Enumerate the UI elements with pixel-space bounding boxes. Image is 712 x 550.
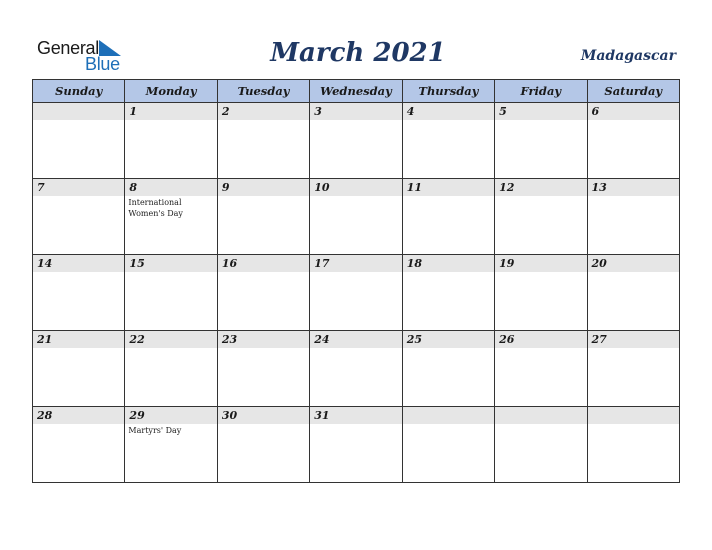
day-number: 12 xyxy=(495,179,586,196)
day-number: 8 xyxy=(125,179,216,196)
day-number: 11 xyxy=(403,179,494,196)
day-cell xyxy=(495,179,587,255)
day-cell xyxy=(310,331,402,407)
day-cell xyxy=(495,103,587,179)
day-cell xyxy=(310,255,402,331)
logo-text-blue: Blue xyxy=(85,54,120,74)
day-cell xyxy=(310,103,402,179)
week-row xyxy=(33,331,680,407)
week-row xyxy=(33,179,680,255)
day-cell xyxy=(310,407,402,483)
calendar-grid xyxy=(32,79,680,483)
day-cell xyxy=(217,331,309,407)
weekday-header-row xyxy=(33,80,680,103)
logo-text-general: General xyxy=(37,38,99,58)
day-number: 15 xyxy=(125,255,216,272)
day-number: 4 xyxy=(403,103,494,120)
day-cell xyxy=(33,255,125,331)
country-label: Madagascar xyxy=(580,48,676,64)
day-cell xyxy=(125,103,217,179)
day-cell xyxy=(587,103,679,179)
day-cell xyxy=(125,407,217,483)
week-row xyxy=(33,255,680,331)
day-number: 29 xyxy=(125,407,216,424)
weekday-header: Tuesday xyxy=(217,80,309,103)
day-cell xyxy=(495,407,587,483)
day-number xyxy=(495,407,586,424)
day-number: 25 xyxy=(403,331,494,348)
day-cell xyxy=(33,331,125,407)
day-number: 27 xyxy=(588,331,679,348)
day-number: 24 xyxy=(310,331,401,348)
day-cell xyxy=(587,179,679,255)
day-number: 2 xyxy=(218,103,309,120)
day-cell xyxy=(402,331,494,407)
weekday-header: Wednesday xyxy=(310,80,402,103)
day-number: 14 xyxy=(33,255,124,272)
day-number: 17 xyxy=(310,255,401,272)
day-number: 16 xyxy=(218,255,309,272)
day-cell xyxy=(125,255,217,331)
week-row xyxy=(33,407,680,483)
day-number: 1 xyxy=(125,103,216,120)
day-cell xyxy=(217,103,309,179)
day-cell xyxy=(402,255,494,331)
day-number: 13 xyxy=(588,179,679,196)
day-cell xyxy=(217,255,309,331)
day-number: 26 xyxy=(495,331,586,348)
holiday-label: International Women's Day xyxy=(128,198,183,218)
day-number: 23 xyxy=(218,331,309,348)
day-number xyxy=(588,407,679,424)
weekday-header: Saturday xyxy=(587,80,679,103)
day-number: 18 xyxy=(403,255,494,272)
day-cell xyxy=(125,331,217,407)
day-cell xyxy=(33,103,125,179)
day-cell xyxy=(33,179,125,255)
day-number: 3 xyxy=(310,103,401,120)
day-cell xyxy=(402,179,494,255)
day-number: 9 xyxy=(218,179,309,196)
brand-logo xyxy=(37,38,127,74)
day-number xyxy=(33,103,124,120)
day-cell xyxy=(217,407,309,483)
holiday-label: Martyrs' Day xyxy=(128,426,182,435)
day-number: 5 xyxy=(495,103,586,120)
day-number: 7 xyxy=(33,179,124,196)
weekday-header: Monday xyxy=(125,80,217,103)
day-number: 31 xyxy=(310,407,401,424)
day-cell xyxy=(125,179,217,255)
day-number: 19 xyxy=(495,255,586,272)
day-number: 20 xyxy=(588,255,679,272)
day-cell xyxy=(587,255,679,331)
day-cell xyxy=(587,407,679,483)
day-number: 22 xyxy=(125,331,216,348)
day-cell xyxy=(217,179,309,255)
day-number: 30 xyxy=(218,407,309,424)
day-number: 28 xyxy=(33,407,124,424)
day-cell xyxy=(402,103,494,179)
calendar-title: March 2021 xyxy=(270,38,446,68)
day-cell xyxy=(310,179,402,255)
weekday-header: Thursday xyxy=(402,80,494,103)
day-cell xyxy=(33,407,125,483)
day-number: 10 xyxy=(310,179,401,196)
day-cell xyxy=(495,331,587,407)
day-number: 6 xyxy=(588,103,679,120)
weekday-header: Friday xyxy=(495,80,587,103)
day-cell xyxy=(495,255,587,331)
weekday-header: Sunday xyxy=(33,80,125,103)
day-number xyxy=(403,407,494,424)
week-row xyxy=(33,103,680,179)
day-number: 21 xyxy=(33,331,124,348)
day-cell xyxy=(402,407,494,483)
day-cell xyxy=(587,331,679,407)
